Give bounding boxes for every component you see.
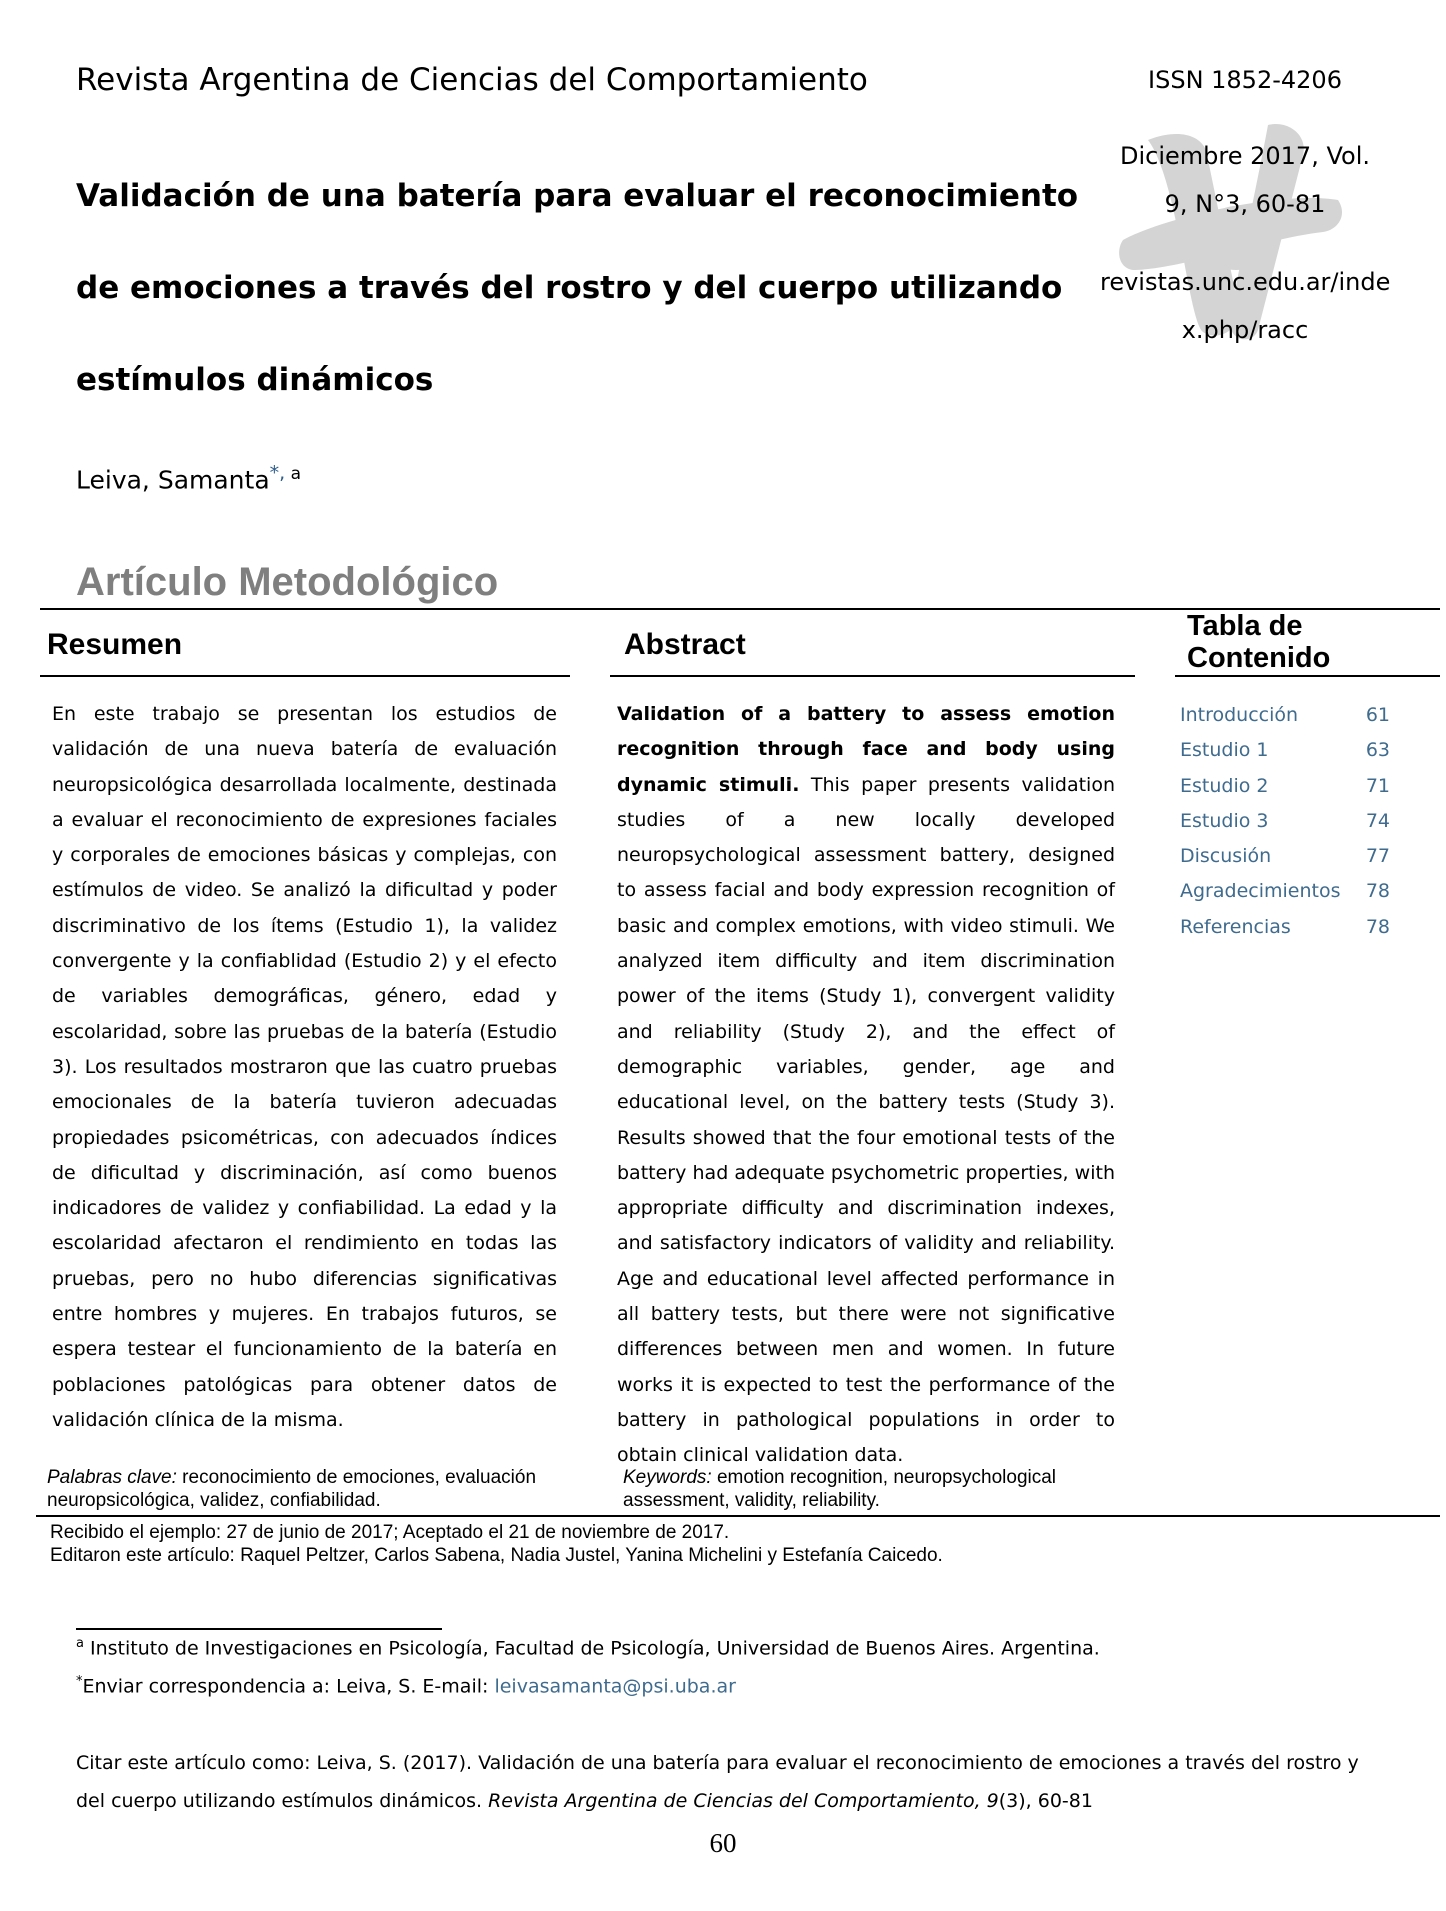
footnote-correspondence-text: Enviar correspondencia a: Leiva, S. E-mail: — [82, 1675, 495, 1698]
toc-item-agradecimientos[interactable] — [1180, 874, 1390, 909]
footnote-correspondence-mark: * — [76, 1674, 83, 1689]
divider-resumen — [40, 675, 570, 677]
citation-journal: Revista Argentina de Ciencias del Comportamiento, 9 — [488, 1790, 999, 1812]
url-line-2[interactable]: x.php/racc — [1181, 316, 1309, 344]
palabras-clave-text: reconocimiento de emociones, evaluación neuropsicológica, validez, confiabilidad. — [47, 1467, 537, 1511]
toc-heading-line-1: Tabla de — [1187, 610, 1303, 642]
toc-item-page[interactable]: 78 — [1365, 915, 1390, 938]
issue-line-2: 9, N°3, 60-81 — [1164, 190, 1326, 218]
journal-url[interactable] — [1100, 258, 1390, 354]
abstract-heading: Abstract — [624, 628, 746, 661]
footnote-separator — [76, 1628, 442, 1630]
toc-item-label[interactable]: Introducción — [1180, 704, 1299, 726]
toc-item-estudio-2[interactable] — [1180, 769, 1390, 804]
journal-name: Revista Argentina de Ciencias del Comportamiento — [76, 62, 868, 98]
toc-item-label[interactable]: Agradecimientos — [1180, 880, 1341, 903]
abstract-body — [617, 697, 1115, 1474]
toc-item-page[interactable]: 71 — [1365, 774, 1390, 797]
resumen-body: En este trabajo se presentan los estudios de validación de una nueva batería de evaluación neuropsicológica desarrollada localmente, destinada a evaluar el reconocimiento de expresiones faciales y corporales de emociones básicas y complejas, con estímulos de video. Se analizó la dificultad y poder discriminativo de los ítems (Estudio 1), la validez convergente y la confiablidad (Estudio 2) y el efecto de variables demográficas, género, edad y escolaridad, sobre las pruebas de la batería (Estudio 3). Los resultados mostraron que las cuatro pruebas emocionales de la batería tuvieron adecuadas propiedades psicométricas, con adecuados índices de dificultad y discriminación, así como buenos indicadores de validez y confiabilidad. La edad y la escolaridad afectaron el rendimiento en todas las pruebas, pero no hubo diferencias significativas entre hombres y mujeres. En trabajos futuros, se espera testear el funcionamiento de la batería en poblaciones patológicas para obtener datos de validación clínica de la misma. — [52, 703, 557, 1431]
title-line-1: Validación de una batería para evaluar el reconocimiento — [76, 178, 1079, 214]
title-line-3: estímulos dinámicos — [76, 362, 434, 398]
toc-item-page[interactable]: 74 — [1365, 809, 1390, 832]
title-line-2: de emociones a través del rostro y del cuerpo utilizando — [76, 270, 1063, 306]
page-number: 60 — [709, 1828, 737, 1858]
palabras-clave — [47, 1466, 547, 1512]
section-type: Artículo Metodológico — [76, 560, 499, 604]
keywords — [623, 1466, 1123, 1512]
table-of-contents — [1180, 698, 1390, 945]
toc-item-referencias[interactable] — [1180, 910, 1390, 945]
toc-item-discusion[interactable] — [1180, 839, 1390, 874]
toc-item-estudio-1[interactable] — [1180, 733, 1390, 768]
palabras-clave-label: Palabras clave: — [47, 1467, 177, 1488]
footnote-affiliation-text: Instituto de Investigaciones en Psicología, Facultad de Psicología, Universidad de Buenos Aires. Argentina. — [83, 1637, 1100, 1660]
footnote-affiliation-mark: a — [76, 1636, 84, 1651]
footnote-affiliation — [76, 1636, 1100, 1659]
toc-item-page[interactable]: 78 — [1365, 880, 1390, 903]
toc-heading — [1187, 610, 1330, 674]
author — [76, 462, 301, 494]
issn: ISSN 1852-4206 — [1148, 66, 1342, 94]
toc-item-page[interactable]: 77 — [1365, 845, 1390, 868]
toc-item-estudio-3[interactable] — [1180, 804, 1390, 839]
divider-toc — [1175, 675, 1440, 677]
author-affiliation-mark[interactable]: a — [285, 464, 302, 484]
citation-suffix: (3), 60-81 — [998, 1790, 1093, 1812]
divider-abstract — [610, 675, 1135, 677]
toc-item-label[interactable]: Estudio 3 — [1180, 809, 1269, 832]
editors: Editaron este artículo: Raquel Peltzer, Carlos Sabena, Nadia Justel, Yanina Michelini y Estefanía Caicedo. — [50, 1545, 943, 1566]
issue-info — [1100, 132, 1390, 228]
citation-prefix: Citar este artículo como: Leiva, S. (2017). Validación de una batería para evaluar el reconocimiento de emociones a través del rostro y del cuerpo utilizando estímulos dinámicos. — [76, 1752, 1359, 1812]
toc-item-label[interactable]: Estudio 2 — [1180, 774, 1269, 797]
toc-item-label[interactable]: Estudio 1 — [1180, 739, 1269, 762]
divider-bottom — [36, 1515, 1440, 1517]
email-link[interactable]: leivasamanta@psi.uba.ar — [494, 1675, 736, 1698]
resumen-heading: Resumen — [47, 628, 183, 661]
toc-heading-line-2: Contenido — [1187, 642, 1331, 674]
toc-item-page[interactable]: 63 — [1365, 739, 1390, 762]
author-star-mark[interactable]: *, — [269, 462, 286, 484]
citation — [76, 1744, 1376, 1820]
toc-item-label[interactable]: Referencias — [1180, 915, 1291, 938]
toc-item-label[interactable]: Discusión — [1180, 845, 1272, 868]
article-title — [76, 150, 1079, 426]
editorial-info — [50, 1521, 943, 1567]
author-name: Leiva, Samanta — [76, 465, 270, 495]
issue-line-1: Diciembre 2017, Vol. — [1120, 142, 1370, 170]
abstract-body-text: This paper presents validation studies of a new locally developed neuropsychological assessment battery, designed to assess facial and body expression recognition of basic and complex emotions, with video stimuli. We analyzed item difficulty and item discrimination power of the items (Study 1), convergent validity and reliability (Study 2), and the effect of demographic variables, gender, age and educational level, on the battery tests (Study 3). Results showed that the four emotional tests of the battery had adequate psychometric properties, with appropriate difficulty and discrimination indexes, and satisfactory indicators of validity and reliability. Age and educational level affected performance in all battery tests, but there were not significative differences between men and women. In future works it is expected to test the performance of the battery in pathological populations in order to obtain clinical validation data. — [617, 773, 1115, 1467]
keywords-label: Keywords: — [623, 1467, 712, 1488]
abstract-english-title: Validation of a battery to assess emotion recognition through face and body using dynamic stimuli. — [617, 703, 1115, 796]
url-line-1[interactable]: revistas.unc.edu.ar/inde — [1100, 268, 1391, 296]
received-dates: Recibido el ejemplo: 27 de junio de 2017; Aceptado el 21 de noviembre de 2017. — [50, 1522, 730, 1543]
keywords-text: emotion recognition, neuropsychological assessment, validity, reliability. — [623, 1467, 1057, 1511]
footnote-correspondence — [76, 1674, 736, 1697]
toc-item-page[interactable]: 61 — [1365, 704, 1390, 726]
toc-item-introduccion[interactable] — [1180, 698, 1390, 733]
